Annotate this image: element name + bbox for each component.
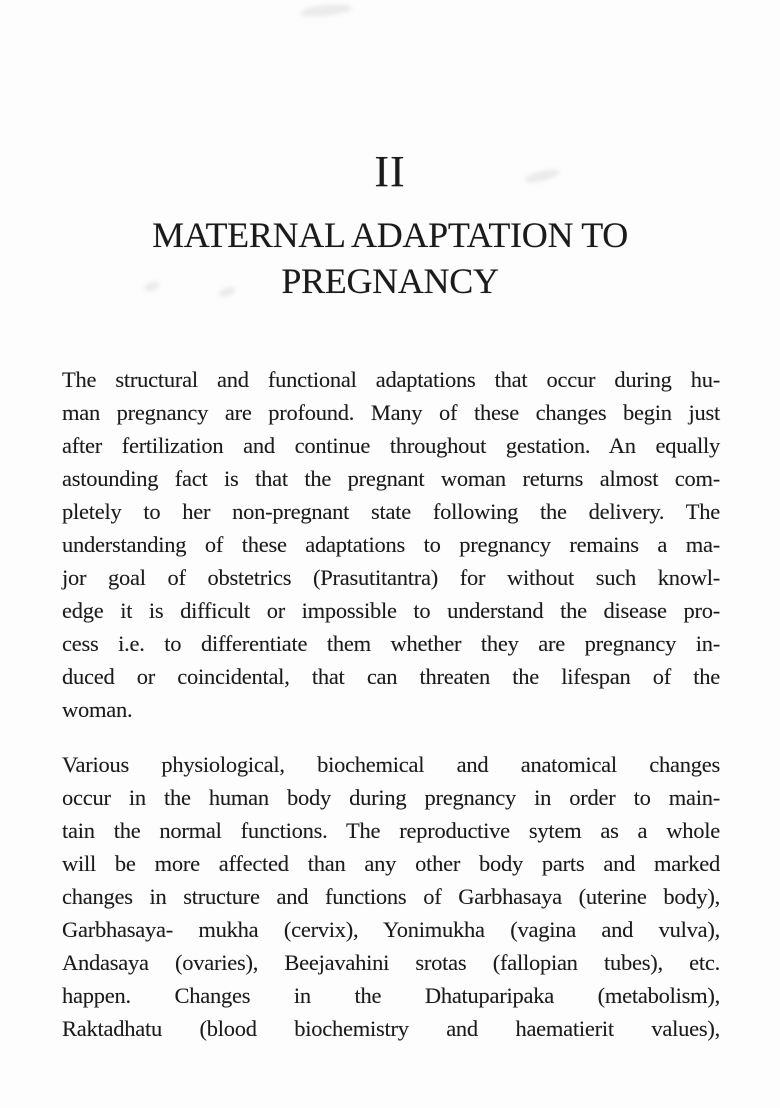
text-line: jor goal of obstetrics (Prasutitantra) for without such knowl- [62,565,720,590]
chapter-number: II [374,147,406,196]
paragraph [62,363,720,726]
text-line: man pregnancy are profound. Many of these changes begin just [62,400,720,425]
text-line: after fertilization and continue throughout gestation. An equally [62,433,720,458]
text-line: occur in the human body during pregnancy in order to main- [62,785,720,810]
text-line: changes in structure and functions of Garbhasaya (uterine body), [62,884,720,909]
text-line: Various physiological, biochemical and anatomical changes [62,752,720,777]
text-line: Garbhasaya- mukha (cervix), Yonimukha (vagina and vulva), [62,917,720,942]
text-line: tain the normal functions. The reproductive sytem as a whole [62,818,720,843]
text-line: duced or coincidental, that can threaten the lifespan of the [62,664,720,689]
text-line: pletely to her non-pregnant state following the delivery. The [62,499,720,524]
text-line: cess i.e. to differentiate them whether they are pregnancy in- [62,631,720,656]
text-line: Andasaya (ovaries), Beejavahini srotas (fallopian tubes), etc. [62,950,720,975]
chapter-title [0,212,780,304]
scan-smudge [300,2,353,18]
chapter-title-line1: MATERNAL ADAPTATION TO [152,215,628,255]
paragraph [62,748,720,1045]
text-line: The structural and functional adaptations that occur during hu- [62,367,720,392]
text-line: understanding of these adaptations to pregnancy remains a ma- [62,532,720,557]
body-text [62,363,720,1045]
chapter-title-line2: PREGNANCY [281,261,499,301]
text-line: Raktadhatu (blood biochemistry and haematierit values), [62,1016,720,1041]
text-line: edge it is difficult or impossible to understand the disease pro- [62,598,720,623]
text-line: woman. [62,697,133,722]
text-line: will be more affected than any other body parts and marked [62,851,720,876]
text-line: happen. Changes in the Dhatuparipaka (metabolism), [62,983,720,1008]
text-line: astounding fact is that the pregnant woman returns almost com- [62,466,720,491]
